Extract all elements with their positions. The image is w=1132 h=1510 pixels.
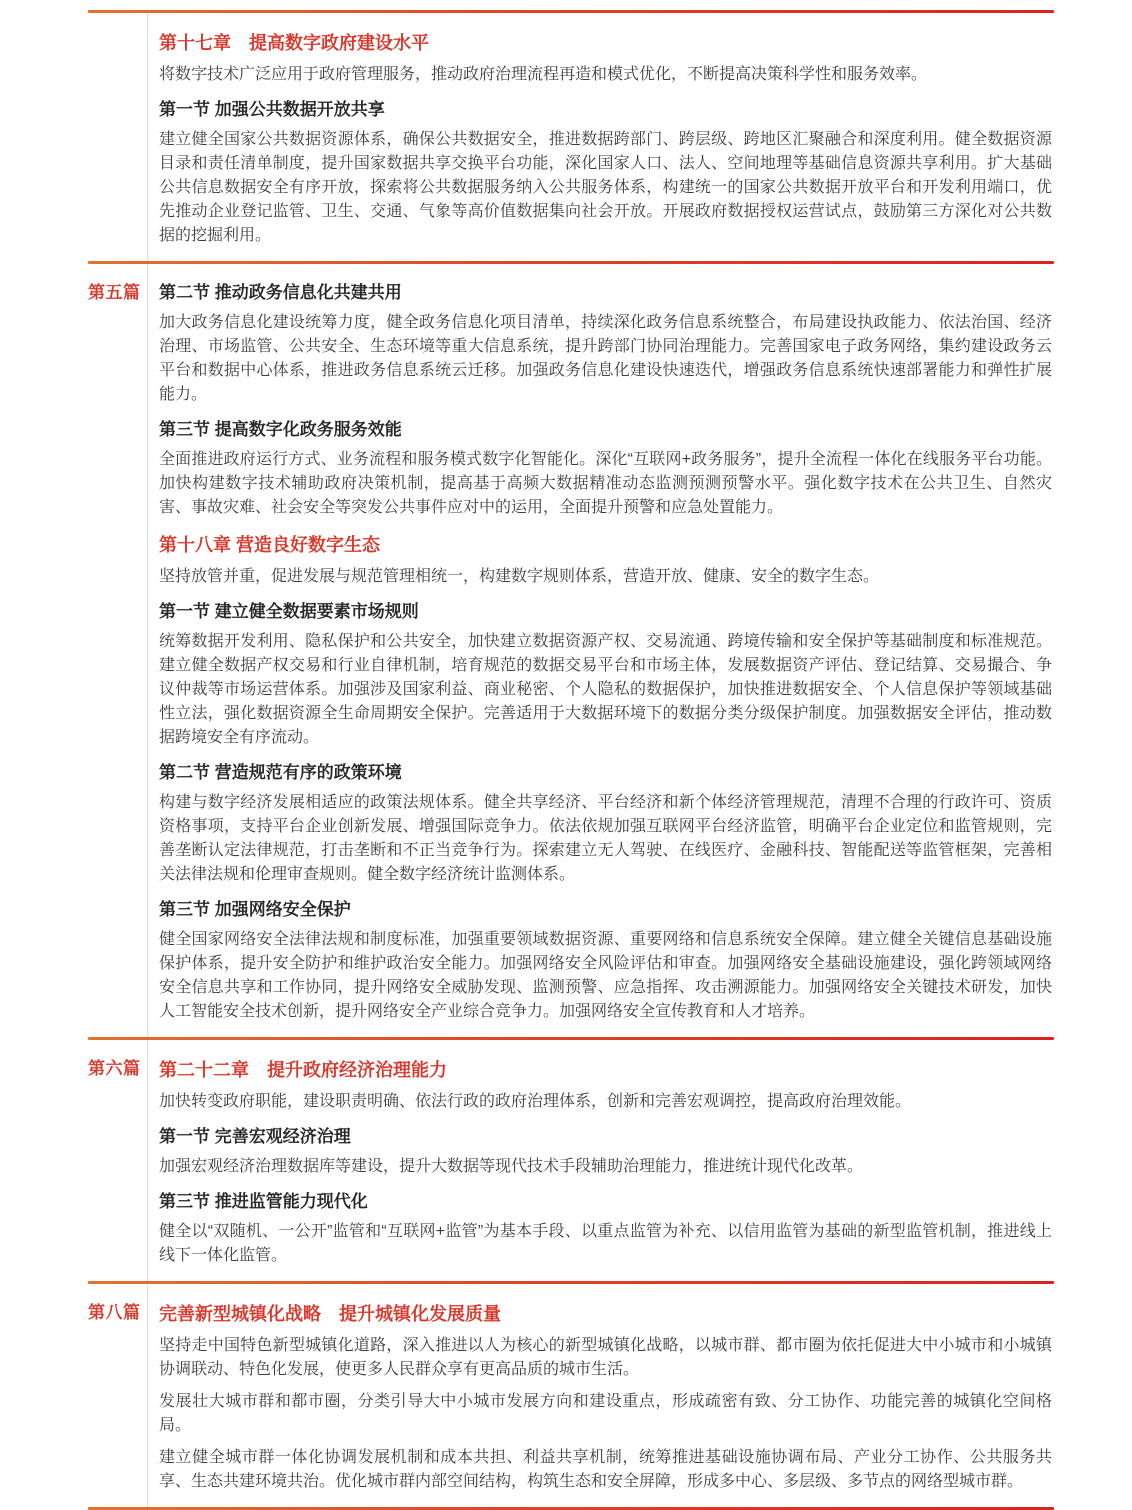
- document-block: [88, 1284, 1054, 1507]
- section-heading: 第一节 建立健全数据要素市场规则: [159, 602, 419, 621]
- part-label-column: [88, 1284, 147, 1507]
- section-heading: 第三节 提高数字化政务服务效能: [159, 420, 402, 439]
- paragraph: 坚持放管并重，促进发展与规范管理相统一，构建数字规则体系，营造开放、健康、安全的数字生态。: [159, 568, 880, 585]
- part-label: 第五篇: [88, 283, 141, 302]
- block-content: [148, 1040, 1054, 1281]
- section-heading: 第二节 推动政务信息化共建共用: [159, 283, 402, 302]
- paragraph: 加快转变政府职能，建设职责明确、依法行政的政府治理体系，创新和完善宏观调控，提高政府治理效能。: [159, 1093, 912, 1110]
- block-content: [148, 264, 1054, 1037]
- paragraph: 健全国家网络安全法律法规和制度标准，加强重要领域数据资源、重要网络和信息系统安全保障。建立健全关键信息基础设施保护体系，提升安全防护和维护政治安全能力。加强网络安全风险评估和审查。加强网络安全基础设施建设，强化跨领域网络安全信息共享和工作协同，提升网络安全威胁发现、监测预警、应急指挥、攻击溯源能力。加强网络安全关键技术研发，加快人工智能安全技术创新，提升网络安全产业综合竞争力。加强网络安全宣传教育和人才培养。: [159, 931, 1052, 1020]
- section-heading: 第一节 完善宏观经济治理: [159, 1127, 351, 1146]
- paragraph: 发展壮大城市群和都市圈，分类引导大中小城市发展方向和建设重点，形成疏密有致、分工协作、功能完善的城镇化空间格局。: [159, 1393, 1052, 1434]
- paragraph: 坚持走中国特色新型城镇化道路，深入推进以人为核心的新型城镇化战略，以城市群、都市圈为依托促进大中小城市和小城镇协调联动、特色化发展，使更多人民群众享有更高品质的城市生活。: [159, 1337, 1052, 1378]
- chapter-heading: 第二十二章 提升政府经济治理能力: [159, 1060, 447, 1080]
- part-label-column: [88, 264, 147, 1037]
- paragraph: 建立健全城市群一体化协调发展机制和成本共担、利益共享机制，统筹推进基础设施协调布局、产业分工协作、公共服务共享、生态共建环境共治。优化城市群内部空间结构，构筑生态和安全屏障，形成多中心、多层级、多节点的网络型城市群。: [159, 1449, 1052, 1490]
- paragraph: 加强宏观经济治理数据库等建设，提升大数据等现代技术手段辅助治理能力，推进统计现代化改革。: [159, 1158, 864, 1175]
- paragraph: 健全以“双随机、一公开”监管和“互联网+监管”为基本手段、以重点监管为补充、以信用监管为基础的新型监管机制，推进线上线下一体化监管。: [159, 1223, 1052, 1264]
- part-label-column: [88, 13, 147, 261]
- paragraph: 构建与数字经济发展相适应的政策法规体系。健全共享经济、平台经济和新个体经济管理规范，清理不合理的行政许可、资质资格事项，支持平台企业创新发展、增强国际竞争力。依法依规加强互联网平台经济监管，明确平台企业定位和监管规则，完善垄断认定法律规范，打击垄断和不正当竞争行为。探索建立无人驾驶、在线医疗、金融科技、智能配送等监管框架，完善相关法律法规和伦理审查规则。健全数字经济统计监测体系。: [159, 794, 1052, 883]
- paragraph: 统筹数据开发利用、隐私保护和公共安全，加快建立数据资源产权、交易流通、跨境传输和安全保护等基础制度和标准规范。建立健全数据产权交易和行业自律机制，培育规范的数据交易平台和市场主体，发展数据资产评估、登记结算、交易撮合、争议仲裁等市场运营体系。加强涉及国家利益、商业秘密、个人隐私的数据保护，加快推进数据安全、个人信息保护等领域基础性立法，强化数据资源全生命周期安全保护。完善适用于大数据环境下的数据分类分级保护制度。加强数据安全评估，推动数据跨境安全有序流动。: [159, 633, 1052, 746]
- chapter-heading: 第十八章 营造良好数字生态: [159, 535, 380, 555]
- paragraph: 全面推进政府运行方式、业务流程和服务模式数字化智能化。深化“互联网+政务服务”，提升全流程一体化在线服务平台功能。加快构建数字技术辅助政府决策机制，提高基于高频大数据精准动态监测预测预警水平。强化数字技术在公共卫生、自然灾害、事故灾难、社会安全等突发公共事件应对中的运用，全面提升预警和应急处置能力。: [159, 451, 1052, 516]
- section-heading: 第一节 加强公共数据开放共享: [159, 100, 385, 119]
- document-block: [88, 1040, 1054, 1281]
- part-label: 第六篇: [88, 1059, 141, 1078]
- section-heading: 第三节 推进监管能力现代化: [159, 1192, 368, 1211]
- document-block: [88, 264, 1054, 1037]
- block-content: [148, 1284, 1054, 1507]
- block-content: [148, 13, 1054, 261]
- section-heading: 第三节 加强网络安全保护: [159, 900, 351, 919]
- chapter-heading: 完善新型城镇化战略 提升城镇化发展质量: [159, 1304, 501, 1324]
- part-label-column: [88, 1040, 147, 1281]
- part-label: 第八篇: [88, 1303, 141, 1322]
- document-block: [88, 13, 1054, 261]
- policy-document: [88, 10, 1054, 1510]
- paragraph: 建立健全国家公共数据资源体系，确保公共数据安全，推进数据跨部门、跨层级、跨地区汇聚融合和深度利用。健全数据资源目录和责任清单制度，提升国家数据共享交换平台功能，深化国家人口、法人、空间地理等基础信息资源共享利用。扩大基础公共信息数据安全有序开放，探索将公共数据服务纳入公共服务体系，构建统一的国家公共数据开放平台和开发利用端口，优先推动企业登记监管、卫生、交通、气象等高价值数据集向社会开放。开展政府数据授权运营试点，鼓励第三方深化对公共数据的挖掘利用。: [159, 131, 1052, 244]
- chapter-heading: 第十七章 提高数字政府建设水平: [159, 33, 429, 53]
- paragraph: 将数字技术广泛应用于政府管理服务，推动政府治理流程再造和模式优化，不断提高决策科学性和服务效率。: [159, 66, 928, 83]
- paragraph: 加大政务信息化建设统筹力度，健全政务信息化项目清单，持续深化政务信息系统整合，布局建设执政能力、依法治国、经济治理、市场监管、公共安全、生态环境等重大信息系统，提升跨部门协同治理能力。完善国家电子政务网络，集约建设政务云平台和数据中心体系，推进政务信息系统云迁移。加强政务信息化建设快速迭代，增强政务信息系统快速部署能力和弹性扩展能力。: [159, 314, 1052, 403]
- section-heading: 第二节 营造规范有序的政策环境: [159, 763, 402, 782]
